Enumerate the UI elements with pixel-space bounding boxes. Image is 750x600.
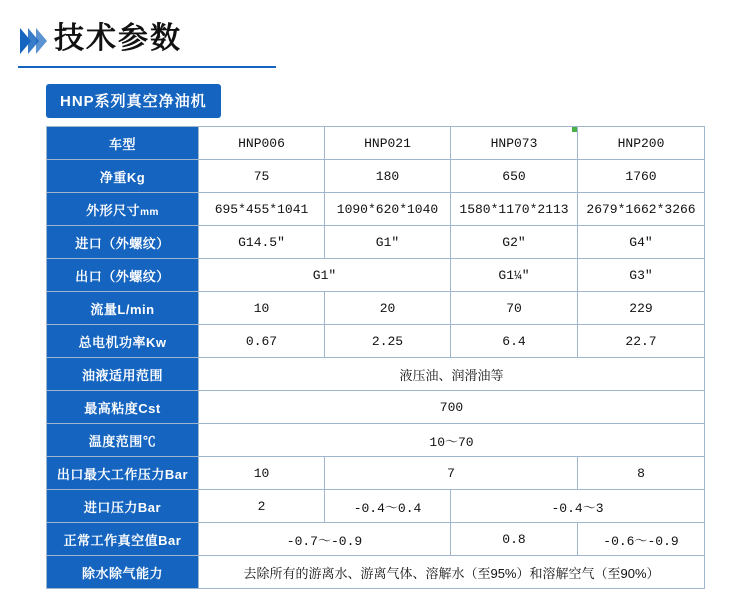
row-label: 油液适用范围 [47, 358, 199, 391]
table-cell: 22.7 [578, 325, 705, 358]
table-cell: 1580*1170*2113 [451, 193, 578, 226]
table-cell: G1″ [199, 259, 451, 292]
decorative-marker [572, 127, 577, 132]
table-row [47, 325, 705, 358]
row-label: 流量L/min [47, 292, 199, 325]
table-row [47, 193, 705, 226]
row-label: 总电机功率Kw [47, 325, 199, 358]
table-cell: 6.4 [451, 325, 578, 358]
table-cell: 1090*620*1040 [325, 193, 451, 226]
table-cell: HNP200 [578, 127, 705, 160]
table-row [47, 391, 705, 424]
table-cell: 10 [199, 457, 325, 490]
row-label: 除水除气能力 [47, 556, 199, 589]
table-cell: 2679*1662*3266 [578, 193, 705, 226]
table-cell: 180 [325, 160, 451, 193]
table-row [47, 292, 705, 325]
table-row [47, 259, 705, 292]
table-cell: -0.7～-0.9 [199, 523, 451, 556]
row-label: 车型 [47, 127, 199, 160]
table-row [47, 424, 705, 457]
double-chevron-right-icon [20, 28, 44, 54]
table-cell: 70 [451, 292, 578, 325]
row-label: 出口（外螺纹） [47, 259, 199, 292]
table-cell: 10～70 [199, 424, 705, 457]
row-label: 正常工作真空值Bar [47, 523, 199, 556]
table-row [47, 127, 705, 160]
table-cell: G14.5″ [199, 226, 325, 259]
table-row [47, 358, 705, 391]
table-cell: 1760 [578, 160, 705, 193]
table-row [47, 226, 705, 259]
table-cell: 229 [578, 292, 705, 325]
table-cell: 8 [578, 457, 705, 490]
table-cell: 0.67 [199, 325, 325, 358]
page-header [18, 16, 276, 68]
table-row [47, 556, 705, 589]
table-cell: -0.6～-0.9 [578, 523, 705, 556]
table-cell: G3″ [578, 259, 705, 292]
table-cell: -0.4～0.4 [325, 490, 451, 523]
table-cell: G1″ [325, 226, 451, 259]
table-cell: G2″ [451, 226, 578, 259]
table-cell: 700 [199, 391, 705, 424]
table-cell: G4″ [578, 226, 705, 259]
row-label: 温度范围℃ [47, 424, 199, 457]
table-row [47, 457, 705, 490]
section-label: HNP系列真空净油机 [46, 84, 221, 118]
table-cell: 7 [325, 457, 578, 490]
table-cell: 10 [199, 292, 325, 325]
table-row [47, 160, 705, 193]
table-cell: 695*455*1041 [199, 193, 325, 226]
table-cell: 75 [199, 160, 325, 193]
page-title: 技术参数 [54, 22, 182, 55]
table-cell: 20 [325, 292, 451, 325]
spec-table [46, 126, 705, 589]
table-cell: 650 [451, 160, 578, 193]
spec-table-body [47, 127, 705, 589]
row-label: 净重Kg [47, 160, 199, 193]
spec-table-wrap [46, 126, 704, 589]
table-cell: HNP006 [199, 127, 325, 160]
row-label: 最高粘度Cst [47, 391, 199, 424]
table-cell: G1¼″ [451, 259, 578, 292]
row-label: 进口（外螺纹） [47, 226, 199, 259]
table-row [47, 523, 705, 556]
row-label: 外形尺寸mm [47, 193, 199, 226]
table-cell: -0.4～3 [451, 490, 705, 523]
table-cell: 0.8 [451, 523, 578, 556]
table-cell: 液压油、润滑油等 [199, 358, 705, 391]
table-cell: 2 [199, 490, 325, 523]
table-cell: 去除所有的游离水、游离气体、溶解水（至95%）和溶解空气（至90%） [199, 556, 705, 589]
table-cell: 2.25 [325, 325, 451, 358]
table-row [47, 490, 705, 523]
table-cell: HNP021 [325, 127, 451, 160]
table-cell: HNP073 [451, 127, 578, 160]
row-label: 出口最大工作压力Bar [47, 457, 199, 490]
row-label: 进口压力Bar [47, 490, 199, 523]
